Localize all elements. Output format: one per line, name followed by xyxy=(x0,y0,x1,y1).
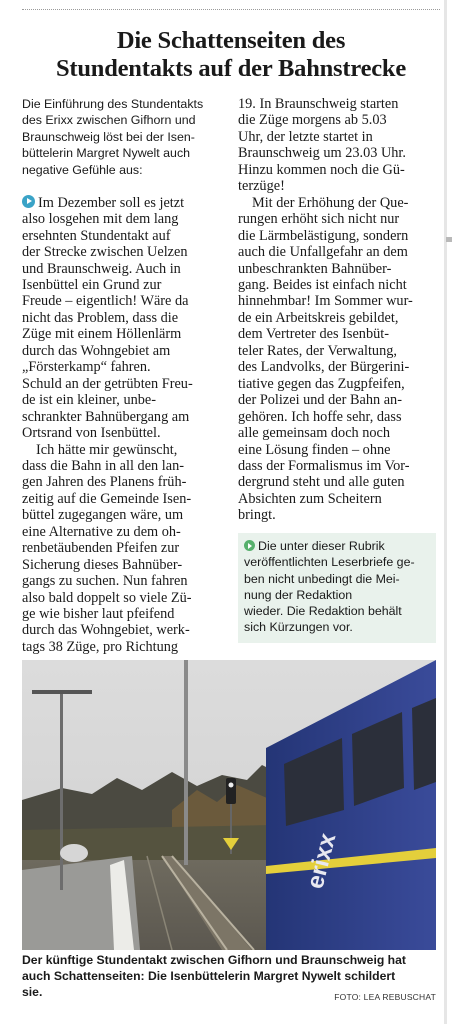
body-line: Isenbüttel ein Grund zur xyxy=(22,276,162,293)
notice-line xyxy=(244,619,432,635)
body-line: die Lärmbelästigung, sondern xyxy=(238,227,409,244)
article-headline xyxy=(22,27,440,83)
notice-text: wieder. Die Redaktion behält xyxy=(244,604,402,619)
body-line: de ein Arbeitskreis gebildet, xyxy=(238,309,399,326)
body-line: terzüge! xyxy=(238,178,285,195)
intro-line: negative Gefühle aus: xyxy=(22,162,143,177)
body-line: gang. Beides ist einfach nicht xyxy=(238,276,407,293)
body-line: gangs zu suchen. Nun fahren xyxy=(22,573,188,590)
body-line: Uhr, der letzte startet in xyxy=(238,128,373,145)
body-paragraph xyxy=(22,442,226,656)
caption-line: Der künftige Stundentakt zwischen Gifhorn und Braunschweig hat xyxy=(22,953,406,967)
body-line: des Landvolks, der Bürgerini- xyxy=(238,359,410,376)
body-line: nicht das Problem, dass die xyxy=(22,309,179,326)
page-edge-strip xyxy=(444,0,447,1024)
left-column xyxy=(22,96,226,655)
body-line: tiative gegen das Zugpfeifen, xyxy=(238,375,405,392)
body-line: 19. In Braunschweig starten xyxy=(238,96,399,112)
body-line: schrankter Bahnübergang am xyxy=(22,408,190,425)
body-line: der Strecke zwischen Uelzen xyxy=(22,244,188,261)
notice-text: nung der Redaktion xyxy=(244,587,353,602)
body-paragraph xyxy=(238,195,438,524)
body-line: hinnehmbar! Im Sommer wur- xyxy=(238,293,413,310)
body-line: eine Alternative zu dem oh- xyxy=(22,523,181,540)
caption-line: auch Schattenseiten: Die Isenbüttelerin Margret Nywelt schildert xyxy=(22,968,396,983)
right-column xyxy=(238,96,438,524)
notice-line xyxy=(244,587,432,603)
body-line: Freude – eigentlich! Wäre da xyxy=(22,293,189,310)
body-line: der Polizei und der Bahn an- xyxy=(238,392,402,409)
play-bullet-icon xyxy=(22,195,35,208)
body-line: de ist ein kleiner, unbe- xyxy=(22,392,157,409)
body-paragraph xyxy=(238,96,438,195)
body-line: rungen erhöht sich nicht nur xyxy=(238,211,400,228)
body-line: also bald doppelt so viele Zü- xyxy=(22,589,192,606)
caption-line: sie. xyxy=(22,984,43,999)
body-line: dass die Bahn in all den lan- xyxy=(22,457,184,474)
left-body xyxy=(22,195,226,656)
body-line: durch das Wohngebiet am xyxy=(22,342,171,359)
body-line: gehören. Ich hoffe sehr, dass xyxy=(238,408,402,425)
right-body xyxy=(238,96,438,524)
body-line: und Braunschweig. Auch in xyxy=(22,260,181,277)
headline-line-2: Stundentakts auf der Bahnstrecke xyxy=(55,55,407,82)
body-line: Sicherung dieses Bahnüber- xyxy=(22,556,183,573)
body-line: unbeschrankten Bahnüber- xyxy=(238,260,392,277)
body-line: auch die Unfallgefahr an dem xyxy=(238,244,408,261)
body-line: renbetäubenden Pfeifen zur xyxy=(22,540,180,557)
body-line: eine Lösung finden – ohne xyxy=(238,441,391,458)
body-line: bringt. xyxy=(238,507,276,524)
body-line: Züge mit einem Höllenlärm xyxy=(22,326,182,343)
notice-line xyxy=(244,571,432,587)
intro-line: büttelerin Margret Nywelt auch xyxy=(22,146,191,161)
notice-text: sich Kürzungen vor. xyxy=(244,620,353,635)
body-line: Ich hätte mir gewünscht, xyxy=(36,441,178,458)
body-paragraph xyxy=(22,195,226,442)
notice-text: ben nicht unbedingt die Mei- xyxy=(244,571,400,586)
body-line: Mit der Erhöhung der Que- xyxy=(252,194,409,211)
body-line: tags 38 Züge, pro Richtung xyxy=(22,638,179,655)
body-line: dem Vertreter des Isenbüt- xyxy=(238,326,389,343)
notice-line xyxy=(244,554,432,570)
body-line: dergrund steht und alle guten xyxy=(238,474,405,491)
article-photo xyxy=(22,660,436,950)
page-edge-marker xyxy=(446,237,452,242)
top-dotted-rule xyxy=(22,9,440,10)
notice-line xyxy=(244,538,432,554)
body-line: alle gemeinsam doch noch xyxy=(238,425,391,442)
body-line: Hinzu kommen noch die Gü- xyxy=(238,161,405,178)
body-line: Schuld an der getrübten Freu- xyxy=(22,375,193,392)
body-line: Braunschweig um 23.03 Uhr. xyxy=(238,145,406,162)
body-line: dass der Formalismus im Vor- xyxy=(238,457,410,474)
body-line: zeitig auf die Gemeinde Isen- xyxy=(22,490,192,507)
train-lettering: erixx xyxy=(301,830,342,892)
body-line: ersehnten Stundentakt auf xyxy=(22,227,171,244)
body-line: Im Dezember soll es jetzt xyxy=(38,194,185,211)
intro-line: Die Einführung des Stundentakts xyxy=(22,97,204,111)
photo-credit: FOTO: LEA REBUSCHAT xyxy=(334,992,436,1002)
body-line: Absichten zum Scheitern xyxy=(238,490,382,507)
notice-line xyxy=(244,603,432,619)
notice-text: veröffentlichten Leserbriefe ge- xyxy=(244,555,415,570)
body-line: ge wie bisher laut pfeifend xyxy=(22,606,175,623)
body-line: die Züge morgens ab 5.03 xyxy=(238,112,387,129)
body-line: durch das Wohngebiet, werk- xyxy=(22,622,190,639)
notice-text: Die unter dieser Rubrik xyxy=(258,539,385,553)
body-line: gen Jahren des Planens früh- xyxy=(22,474,187,491)
intro-line: des Erixx zwischen Gifhorn und xyxy=(22,113,196,128)
reader-letters-notice xyxy=(238,533,436,643)
body-line: büttel zugegangen wäre, um xyxy=(22,507,184,524)
body-line: teler Rates, der Verwaltung, xyxy=(238,342,397,359)
headline-line-1: Die Schattenseiten des xyxy=(116,27,346,54)
body-line: Ortsrand von Isenbüttel. xyxy=(22,425,161,442)
intro-line: Braunschweig löst bei der Isen- xyxy=(22,129,195,144)
train-platform-photo xyxy=(22,660,436,950)
info-bullet-icon xyxy=(244,540,255,551)
body-line: also losgehen mit dem lang xyxy=(22,211,179,228)
article-intro xyxy=(22,96,226,178)
body-line: „Försterkamp“ fahren. xyxy=(22,359,151,376)
